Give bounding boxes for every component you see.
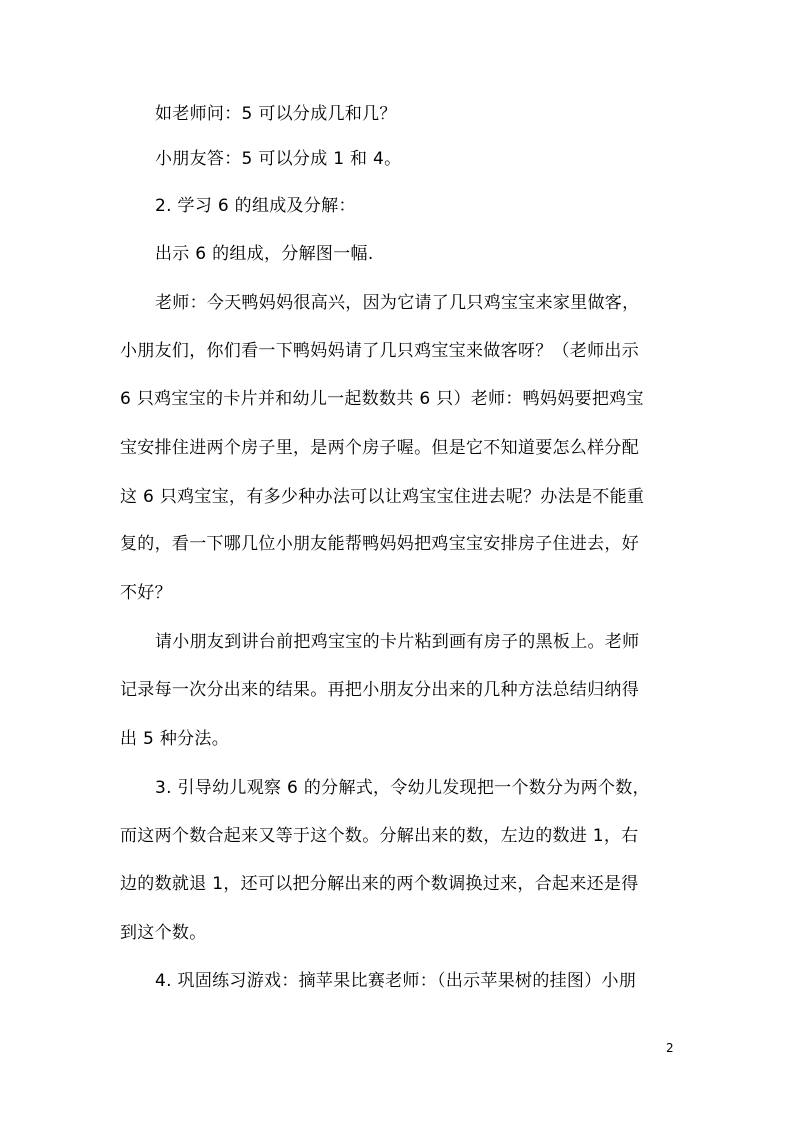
text-line: 请小朋友到讲台前把鸡宝宝的卡片粘到画有房子的黑板上。老师 xyxy=(155,632,640,652)
text-line: 老师：今天鸭妈妈很高兴，因为它请了几只鸡宝宝来家里做客， xyxy=(155,293,640,313)
text-line: 出 5 种分法。 xyxy=(120,729,230,749)
text-line: 小朋友们，你们看一下鸭妈妈请了几只鸡宝宝来做客呀？（老师出示 xyxy=(120,341,639,361)
text-line: 出示 6 的组成，分解图一幅. xyxy=(155,244,374,264)
page-number: 2 xyxy=(666,1041,674,1055)
text-line: 4. 巩固练习游戏：摘苹果比赛老师：（出示苹果树的挂图）小朋 xyxy=(155,971,637,991)
text-line: 如老师问：5 可以分成几和几？ xyxy=(155,104,397,124)
text-line: 而这两个数合起来又等于这个数。分解出来的数，左边的数进 1，右 xyxy=(120,826,639,846)
text-line: 2. 学习 6 的组成及分解： xyxy=(155,196,356,216)
text-line: 小朋友答：5 可以分成 1 和 4。 xyxy=(155,149,402,169)
text-line: 不好？ xyxy=(120,583,172,603)
text-line: 这 6 只鸡宝宝，有多少种办法可以让鸡宝宝住进去呢？办法是不能重 xyxy=(120,487,645,507)
text-line: 边的数就退 1，还可以把分解出来的两个数调换过来，合起来还是得 xyxy=(120,874,639,894)
text-line: 记录每一次分出来的结果。再把小朋友分出来的几种方法总结归纳得 xyxy=(120,680,639,700)
text-line: 宝安排住进两个房子里，是两个房子喔。但是它不知道要怎么样分配 xyxy=(120,438,639,458)
text-line: 复的，看一下哪几位小朋友能帮鸭妈妈把鸡宝宝安排房子住进去，好 xyxy=(120,534,639,554)
text-line: 到这个数。 xyxy=(120,923,207,943)
text-line: 6 只鸡宝宝的卡片并和幼儿一起数数共 6 只）老师：鸭妈妈要把鸡宝 xyxy=(120,389,644,409)
text-line: 3. 引导幼儿观察 6 的分解式，令幼儿发现把一个数分为两个数， xyxy=(155,778,650,798)
